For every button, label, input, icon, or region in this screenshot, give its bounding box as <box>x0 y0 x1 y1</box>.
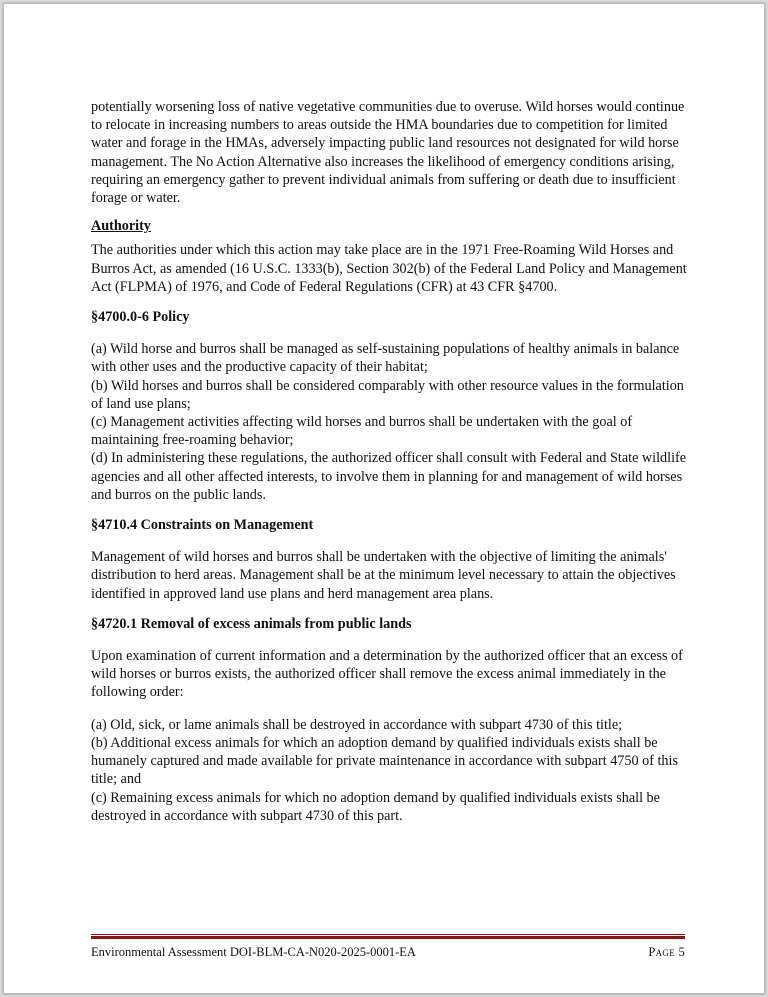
policy-item-a: (a) Wild horse and burros shall be managed as self-sustaining populations of healthy animals in balance with other uses and the productive capacity of their habitat; <box>91 341 680 376</box>
removal-item-a: (a) Old, sick, or lame animals shall be destroyed in accordance with subpart 4730 of this title; <box>91 716 623 733</box>
footer-page-number: Page 5 <box>648 945 685 959</box>
removal-text: Upon examination of current information and a determination by the authorized officer that an excess of wild horses or burros exists, the authorized officer shall remove the excess animal immediately in the following order: <box>91 648 683 701</box>
authority-heading: Authority <box>91 218 151 235</box>
policy-item-b: (b) Wild horses and burros shall be considered comparably with other resource values in the formulation of land use plans; <box>91 377 684 412</box>
policy-item-c: (c) Management activities affecting wild horses and burros shall be undertaken with the goal of maintaining free-roaming behavior; <box>91 414 633 449</box>
page-footer <box>91 945 685 960</box>
constraints-heading: §4710.4 Constraints on Management <box>91 517 314 534</box>
authority-text: The authorities under which this action may take place are in the 1971 Free-Roaming Wild Horses and Burros Act, as amended (16 U.S.C. 1333(b), Section 302(b) of the Federal Land Policy and Management Act (FLPMA) of 1976, and Code of Federal Regulations (CFR) at 43 CFR §4700. <box>91 242 687 295</box>
footer-divider-thick <box>91 936 685 939</box>
removal-heading: §4720.1 Removal of excess animals from public lands <box>91 615 412 632</box>
document-page <box>3 3 765 994</box>
page-body <box>91 98 691 825</box>
intro-paragraph: potentially worsening loss of native vegetative communities due to overuse. Wild horses would continue to relocate in increasing numbers to areas outside the HMA boundaries due to competition for limited water and forage in the HMAs, adversely impacting public land resources not designated for wild horse management. The No Action Alternative also increases the likelihood of emergency conditions arising, requiring an emergency gather to prevent individual animals from suffering or death due to insufficient forage or water. <box>91 99 685 207</box>
footer-divider-thin <box>91 934 685 935</box>
removal-item-b: (b) Additional excess animals for which an adoption demand by qualified individuals exists shall be humanely captured and made available for private maintenance in accordance with subpart 4750 of this title; and <box>91 734 678 788</box>
removal-item-c: (c) Remaining excess animals for which no adoption demand by qualified individuals exists shall be destroyed in accordance with subpart 4730 of this part. <box>91 789 660 824</box>
policy-heading: §4700.0-6 Policy <box>91 309 190 326</box>
footer-document-id: Environmental Assessment DOI-BLM-CA-N020-2025-0001-EA <box>91 945 416 959</box>
policy-item-d: (d) In administering these regulations, the authorized officer shall consult with Federal and State wildlife agencies and all other affected interests, to involve them in planning for and management of wild horses and burros on the public lands. <box>91 450 687 503</box>
constraints-text: Management of wild horses and burros shall be undertaken with the objective of limiting the animals' distribution to herd areas. Management shall be at the minimum level necessary to attain the objectives identified in approved land use plans and herd management area plans. <box>91 549 676 602</box>
